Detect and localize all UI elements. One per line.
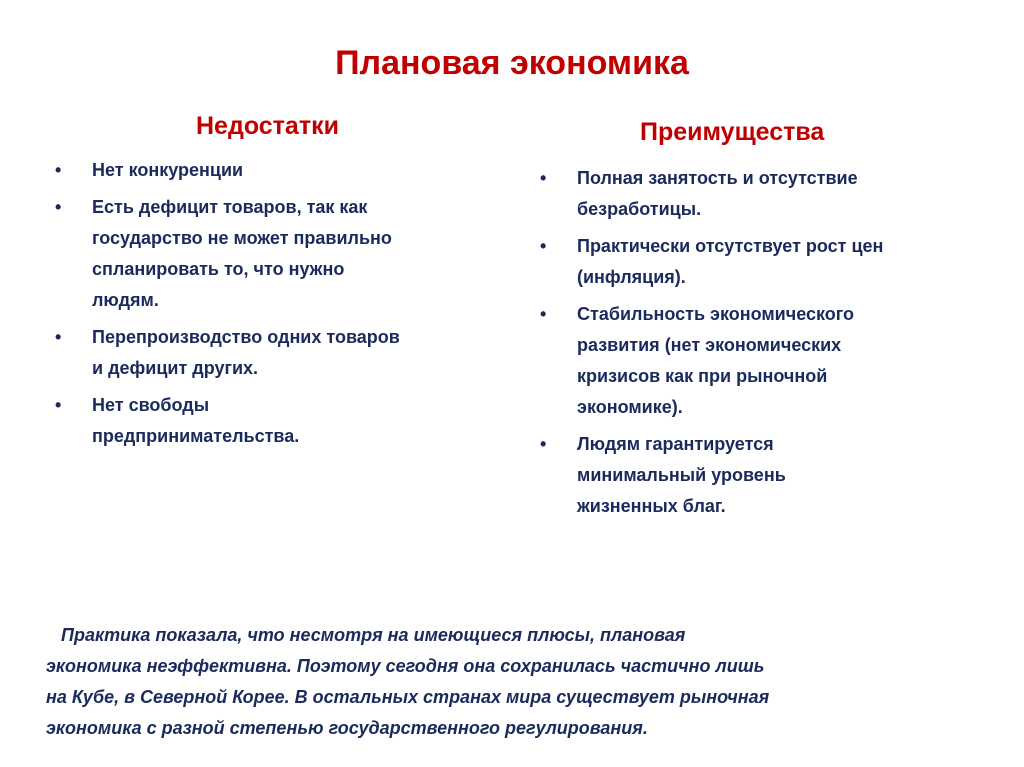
list-item-text: Нет конкуренции [92,160,244,180]
list-item-text: людям. [92,290,159,310]
list-item-text: экономике). [577,397,683,417]
list-item [540,429,883,522]
conclusion-line: экономика неэффективна. Поэтому сегодня она сохранилась частично лишь [46,656,765,676]
conclusion-line: Практика показала, что несмотря на имеющиеся плюсы, плановая [46,625,686,645]
list-item-text: минимальный уровень [577,465,786,485]
list-item-text: Людям гарантируется [577,434,774,454]
list-item [540,231,883,293]
disadvantages-heading: Недостатки [196,112,339,140]
list-item [55,322,400,384]
list-item-text: Нет свободы [92,395,210,415]
list-item-text: (инфляция). [577,267,686,287]
list-item-text: Полная занятость и отсутствие [577,168,858,188]
bullet-icon: • [540,434,547,454]
bullet-icon: • [540,304,547,324]
bullet-icon: • [540,168,547,188]
list-item [540,299,883,423]
list-item-text: безработицы. [577,199,702,219]
slide-title: Плановая экономика [335,44,689,82]
list-item-text: жизненных благ. [577,496,726,516]
list-item-text: Перепроизводство одних товаров [92,327,400,347]
list-item-text: и дефицит других. [92,358,259,378]
bullet-icon: • [55,395,62,415]
advantages-heading: Преимущества [640,118,825,146]
conclusion-line: на Кубе, в Северной Корее. В остальных странах мира существует рыночная [46,687,770,707]
list-item [540,163,883,225]
conclusion-line: экономика с разной степенью государственного регулирования. [46,718,648,738]
list-item-text: кризисов как при рыночной [577,366,828,386]
bullet-icon: • [55,160,62,180]
list-item-text: государство не может правильно [92,228,392,248]
list-item [55,192,400,316]
list-item-text: Стабильность экономического [577,304,855,324]
disadvantages-list [55,155,400,458]
advantages-list [540,163,883,528]
list-item-text: Практически отсутствует рост цен [577,236,884,256]
conclusion-paragraph [46,620,769,744]
list-item [55,390,400,452]
list-item-text: предпринимательства. [92,426,300,446]
bullet-icon: • [55,197,62,217]
list-item-text: Есть дефицит товаров, так как [92,197,368,217]
bullet-icon: • [540,236,547,256]
list-item-text: спланировать то, что нужно [92,259,345,279]
list-item [55,155,400,186]
list-item-text: развития (нет экономических [577,335,842,355]
bullet-icon: • [55,327,62,347]
